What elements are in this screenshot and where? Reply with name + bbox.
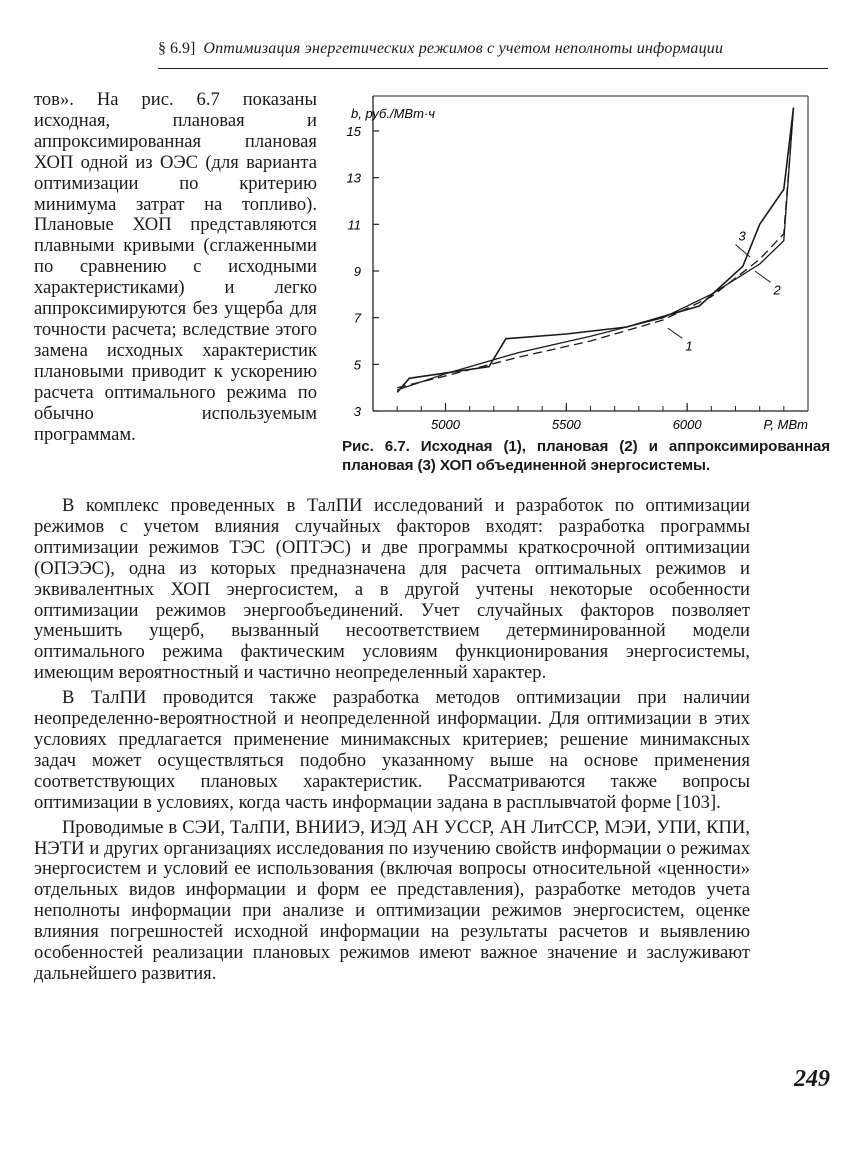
figure-6-7 [330,86,830,486]
running-header [158,40,826,64]
body-paragraph-3: Проводимые в СЭИ, ТалПИ, ВНИИЭ, ИЭД АН УССР, АН ЛитССР, МЭИ, УПИ, КПИ, НЭТИ и других организациях исследования по изучению свойств информации о режимах энергосистем и условий ее использования (включая вопросы относительной «ценности» отдельных видов информации и форм ее представления), разработке методов учета неполноты информации при анализе и оптимизации режимов энергосистем, оценке влияния погрешностей исходной информации на результаты расчетов и выявлению особенностей реализации плановых режимов имеют важное значение и заслуживают дальнейшего развития. [34,816,750,984]
curve-2-label: 2 [773,282,781,298]
x-axis-label: P, МВт [763,417,808,432]
intro-paragraph-column [34,90,317,445]
curve-1-label: 1 [685,338,693,354]
body-paragraph-2: В ТалПИ проводится также разработка методов оптимизации при наличии неопределенно-вероятностной и неопределенной информации. Для оптимизации в этих условиях предлагается применение минимаксных критериев; решение минимаксных задач может осуществляться подобно указанному выше на основе применения соответствующих плановых характеристик. Рассматриваются также вопросы оптимизации в условиях, когда часть информации задана в расплывчатой форме [103]. [34,687,750,813]
x-tick-label: 5000 [431,417,460,432]
y-tick-label: 9 [353,264,361,279]
x-tick-label: 6000 [672,417,702,432]
y-tick-label: 3 [353,404,361,419]
series-1-line [397,108,793,393]
curve-1-leader [668,328,683,338]
header-rule [158,68,828,69]
curve-3-label: 3 [738,228,746,244]
chart [330,86,830,436]
body-paragraph-1: В комплекс проведенных в ТалПИ исследований и разработок по оптимизации режимов с учетом влияния случайных факторов входят: разработка программы оптимизации режимов ТЭС (ОПТЭС) и две программы краткосрочной оптимизации (ОПЭЭС), одна из которых предназначена для расчета оптимальных режимов и эквивалентных ХОП энергосистем, а в другой учтены некоторые особенности оптимизации режимов энергообъединений. Учет случайных факторов позволяет уменьшить ущерб, вызванный несоответствием детерминированной модели оптимального режима фактическим условиям функционирования энергосистемы, имеющим вероятностный и частично неопределенный характер. [34,495,750,684]
section-number: § 6.9] [158,40,196,57]
series-2-line [397,108,793,390]
y-tick-label: 15 [346,124,361,139]
page-number: 249 [794,1066,830,1092]
y-tick-label: 5 [353,357,361,373]
running-title: Оптимизация энергетических режимов с учетом неполноты информации [203,40,724,57]
figure-caption: Рис. 6.7. Исходная (1), плановая (2) и аппроксимированная плановая (3) ХОП объединенной энергосистемы. [342,438,830,474]
y-tick-label: 7 [353,310,361,326]
y-axis-label: b, руб./МВт·ч [351,106,435,121]
curve-3-leader [736,245,751,257]
intro-paragraph: тов». На рис. 6.7 показаны исходная, плановая и аппроксимированная плановая ХОП одной из ОЭС (для варианта оптимизации по критерию минимума затрат на топливо). Плановые ХОП представляются плавными кривыми (сглаженными по сравнению с исходными характеристиками) и легко аппроксимируются без ущерба для точности расчета; вследствие этого замена исходных характеристик плановыми приводит к ускорению расчета оптимального режима по обычно используемым программам. [34,89,317,445]
y-tick-label: 13 [346,170,361,186]
curve-2-leader [755,271,771,282]
body-text [34,496,750,985]
x-tick-label: 5500 [551,417,581,432]
y-tick-label: 11 [347,217,361,233]
series-3-line [397,108,793,388]
